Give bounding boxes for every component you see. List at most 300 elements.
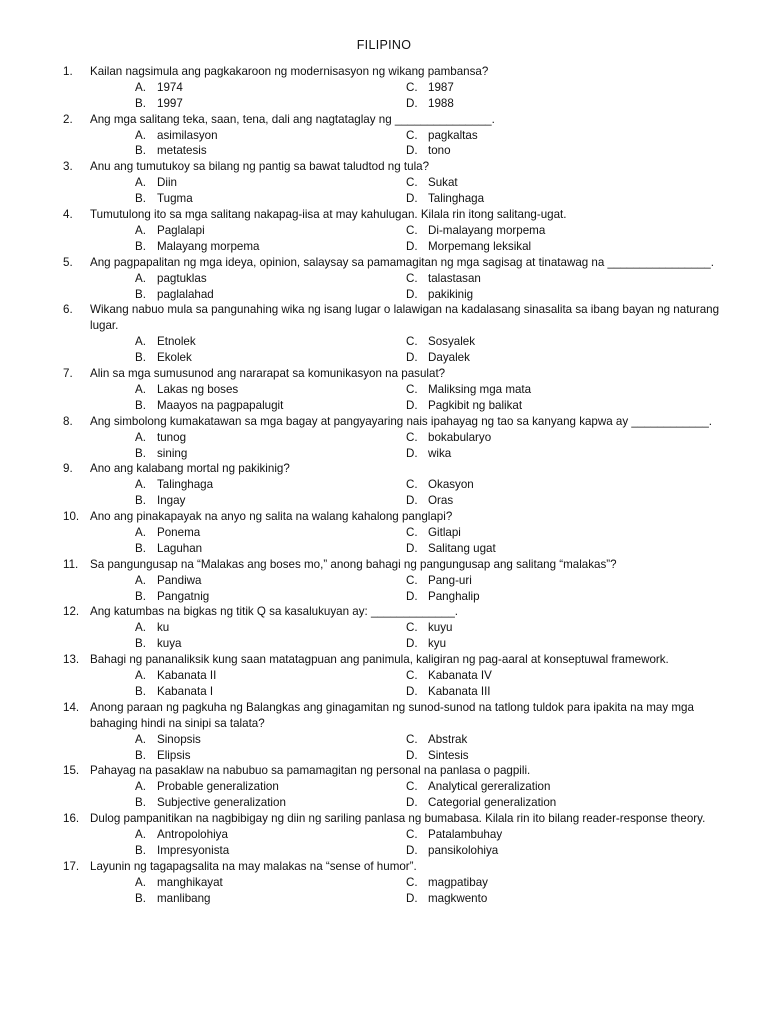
options-block <box>135 223 723 255</box>
option-text: Abstrak <box>428 732 468 746</box>
question-item <box>63 207 723 255</box>
question-item <box>63 461 723 509</box>
option-text: magpatibay <box>428 875 488 889</box>
question-list <box>63 64 723 907</box>
option-text: tono <box>428 144 451 158</box>
options-block <box>135 827 723 859</box>
answer-option <box>135 748 406 764</box>
option-text: Di-malayang morpema <box>428 223 546 237</box>
options-row <box>135 493 723 509</box>
answer-option <box>135 795 406 811</box>
option-text: Sukat <box>428 176 458 190</box>
answer-option <box>135 96 406 112</box>
options-row <box>135 96 723 112</box>
answer-option <box>135 446 406 462</box>
option-letter: A. <box>135 669 146 683</box>
question-item <box>63 302 723 366</box>
option-text: Kabanata III <box>428 684 491 698</box>
option-text: wika <box>428 446 452 460</box>
answer-option <box>135 350 406 366</box>
answer-option <box>135 175 406 191</box>
option-letter: A. <box>135 732 146 746</box>
option-letter: B. <box>135 843 146 857</box>
option-letter: C. <box>406 80 418 94</box>
answer-option <box>135 891 406 907</box>
answer-option <box>135 143 406 159</box>
option-text: 1974 <box>157 80 183 94</box>
option-text: Okasyon <box>428 478 474 492</box>
option-letter: A. <box>135 335 146 349</box>
option-text: 1988 <box>428 96 454 110</box>
option-letter: C. <box>406 828 418 842</box>
option-text: Pagkibit ng balikat <box>428 398 523 412</box>
question-item <box>63 255 723 303</box>
question-item <box>63 763 723 811</box>
options-row <box>135 541 723 557</box>
option-text: Patalambuhay <box>428 828 503 842</box>
option-text: Kabanata I <box>157 684 214 698</box>
question-line <box>63 159 723 175</box>
question-line <box>63 64 723 80</box>
question-text: Anong paraan ng pagkuha ng Balangkas ang ginagamitan ng sunod-sunod na tatlong tuldok para ipakita na may mga bahaging hindi na sinipi sa talata? <box>90 700 694 730</box>
option-letter: A. <box>135 382 146 396</box>
question-line <box>63 255 723 271</box>
answer-option <box>406 398 677 414</box>
question-number: 1. <box>63 65 73 78</box>
question-number: 11. <box>63 557 79 571</box>
question-line <box>63 652 723 668</box>
options-block <box>135 430 723 462</box>
answer-option <box>135 191 406 207</box>
option-letter: D. <box>406 637 418 651</box>
options-row <box>135 382 723 398</box>
question-line <box>63 366 723 382</box>
option-letter: A. <box>135 223 146 237</box>
question-number: 14. <box>63 700 80 714</box>
options-row <box>135 143 723 159</box>
question-text: Ang mga salitang teka, saan, tena, dali ang nagtataglay ng _______________. <box>90 112 495 126</box>
options-row <box>135 223 723 239</box>
option-letter: C. <box>406 669 418 683</box>
answer-option <box>406 350 677 366</box>
options-row <box>135 827 723 843</box>
option-letter: C. <box>406 526 418 539</box>
answer-option <box>406 287 677 303</box>
option-letter: D. <box>406 748 418 762</box>
options-row <box>135 128 723 144</box>
question-item <box>63 811 723 859</box>
option-letter: B. <box>135 351 146 365</box>
question-text: Ang katumbas na bigkas ng titik Q sa kasalukuyan ay: _____________. <box>90 605 459 619</box>
option-letter: D. <box>406 796 418 810</box>
option-letter: A. <box>135 176 146 190</box>
answer-option <box>406 620 677 636</box>
option-letter: A. <box>135 478 146 492</box>
answer-option <box>135 493 406 509</box>
answer-option <box>135 779 406 795</box>
option-letter: B. <box>135 239 146 253</box>
page-title: FILIPINO <box>356 38 412 52</box>
option-letter: C. <box>406 430 418 444</box>
options-row <box>135 732 723 748</box>
question-number: 7. <box>63 367 73 381</box>
question-item <box>63 557 723 605</box>
option-letter: B. <box>135 96 146 110</box>
option-text: Ingay <box>157 494 186 508</box>
option-letter: A. <box>135 875 146 889</box>
option-text: Salitang ugat <box>428 541 496 555</box>
option-text: metatesis <box>157 144 207 158</box>
answer-option <box>135 875 406 891</box>
option-text: Elipsis <box>157 748 191 762</box>
answer-option <box>135 334 406 350</box>
question-line <box>63 557 723 573</box>
option-text: talastasan <box>428 271 481 285</box>
option-letter: C. <box>406 223 418 237</box>
answer-option <box>135 398 406 414</box>
option-text: pakikinig <box>428 287 474 301</box>
answer-option <box>406 128 677 144</box>
answer-option <box>406 223 677 239</box>
answer-option <box>406 430 677 446</box>
option-text: Categorial generalization <box>428 796 557 810</box>
option-letter: D. <box>406 684 418 698</box>
option-letter: A. <box>135 621 146 635</box>
option-letter: B. <box>135 192 146 206</box>
options-row <box>135 287 723 303</box>
answer-option <box>135 239 406 255</box>
answer-option <box>135 80 406 96</box>
answer-option <box>406 446 677 462</box>
option-letter: D. <box>406 541 418 555</box>
option-text: kuyu <box>428 621 453 635</box>
answer-option <box>135 573 406 589</box>
options-row <box>135 430 723 446</box>
option-letter: B. <box>135 891 146 905</box>
question-line <box>63 859 723 875</box>
answer-option <box>135 636 406 652</box>
question-text: Ang pagpapalitan ng mga ideya, opinion, salaysay sa pamamagitan ng mga sagisag at tinatawag na ________________. <box>90 255 714 269</box>
question-line <box>63 509 723 525</box>
options-block <box>135 128 723 160</box>
option-text: Sinopsis <box>157 732 201 746</box>
option-text: Talinghaga <box>428 192 485 206</box>
question-line <box>63 700 723 732</box>
options-block <box>135 382 723 414</box>
option-text: pagkaltas <box>428 128 478 142</box>
options-row <box>135 636 723 652</box>
options-block <box>135 525 723 557</box>
question-text: Anu ang tumutukoy sa bilang ng pantig sa bawat taludtod ng tula? <box>90 160 430 174</box>
options-row <box>135 175 723 191</box>
answer-option <box>406 827 677 843</box>
answer-option <box>135 827 406 843</box>
option-letter: B. <box>135 446 146 460</box>
answer-option <box>135 668 406 684</box>
answer-option <box>406 271 677 287</box>
option-letter: D. <box>406 494 418 508</box>
option-text: Analytical gereralization <box>428 780 551 794</box>
answer-option <box>406 875 677 891</box>
question-number: 15. <box>63 764 80 778</box>
option-text: Probable generalization <box>157 780 279 794</box>
option-text: kyu <box>428 637 447 651</box>
option-text: Impresyonista <box>157 843 230 857</box>
question-text: Ano ang kalabang mortal ng pakikinig? <box>90 462 290 476</box>
option-letter: A. <box>135 573 146 587</box>
answer-option <box>135 223 406 239</box>
answer-option <box>406 891 677 907</box>
answer-option <box>406 334 677 350</box>
option-letter: C. <box>406 271 418 285</box>
question-number: 16. <box>63 812 80 826</box>
option-text: Oras <box>428 494 454 508</box>
option-letter: D. <box>406 192 418 206</box>
option-letter: B. <box>135 748 146 762</box>
option-letter: B. <box>135 287 146 301</box>
option-text: Sosyalek <box>428 335 476 349</box>
question-text: Ang simbolong kumakatawan sa mga bagay at pangyayaring nais ipahayag ng tao sa kanyang kapwa ay ____________. <box>90 414 712 428</box>
option-letter: C. <box>406 176 418 190</box>
question-number: 6. <box>63 303 73 317</box>
question-text: Pahayag na pasaklaw na nabubuo sa pamamagitan ng personal na panlasa o pagpili. <box>90 764 531 778</box>
option-text: paglalahad <box>157 287 214 301</box>
option-letter: A. <box>135 80 146 94</box>
question-line <box>63 461 723 477</box>
option-text: manlibang <box>157 891 211 905</box>
option-text: manghikayat <box>157 875 223 889</box>
options-row <box>135 620 723 636</box>
option-text: Tugma <box>157 192 193 206</box>
question-item <box>63 64 723 112</box>
options-row <box>135 80 723 96</box>
option-text: Dayalek <box>428 351 470 365</box>
question-text: Layunin ng tagapagsalita na may malakas na “sense of humor”. <box>90 859 417 873</box>
answer-option <box>135 843 406 859</box>
answer-option <box>135 287 406 303</box>
option-letter: B. <box>135 589 146 603</box>
option-letter: D. <box>406 144 418 158</box>
option-text: Panghalip <box>428 589 480 603</box>
option-text: Maliksing mga mata <box>428 382 532 396</box>
answer-option <box>406 382 677 398</box>
answer-option <box>135 684 406 700</box>
answer-option <box>406 191 677 207</box>
option-letter: B. <box>135 398 146 412</box>
question-text: Alin sa mga sumusunod ang nararapat sa komunikasyon na pasulat? <box>90 367 446 381</box>
options-block <box>135 668 723 700</box>
options-block <box>135 779 723 811</box>
option-text: tunog <box>157 430 187 444</box>
option-letter: D. <box>406 96 418 110</box>
options-row <box>135 334 723 350</box>
question-text: Dulog pampanitikan na nagbibigay ng diin ng sariling panlasa ng bumabasa. Kilala rin ito bilang reader-response theory. <box>90 812 706 826</box>
question-item <box>63 509 723 557</box>
question-text: Bahagi ng pananaliksik kung saan matatagpuan ang panimula, kaligiran ng pag-aaral at konseptuwal framework. <box>90 653 669 667</box>
option-letter: D. <box>406 351 418 365</box>
options-row <box>135 779 723 795</box>
options-block <box>135 80 723 112</box>
option-letter: B. <box>135 541 146 555</box>
question-line <box>63 763 723 779</box>
question-number: 9. <box>63 462 73 476</box>
answer-option <box>406 525 677 541</box>
option-letter: B. <box>135 637 146 651</box>
options-row <box>135 875 723 891</box>
question-item <box>63 604 723 652</box>
option-letter: C. <box>406 732 418 746</box>
options-row <box>135 891 723 907</box>
question-line <box>63 604 723 620</box>
option-letter: C. <box>406 780 418 794</box>
option-text: Gitlapi <box>428 526 461 539</box>
options-block <box>135 334 723 366</box>
question-number: 5. <box>63 255 73 269</box>
answer-option <box>406 477 677 493</box>
answer-option <box>406 541 677 557</box>
option-text: asimilasyon <box>157 128 218 142</box>
question-line <box>63 414 723 430</box>
options-row <box>135 748 723 764</box>
options-row <box>135 573 723 589</box>
question-line <box>63 207 723 223</box>
options-row <box>135 843 723 859</box>
question-line <box>63 811 723 827</box>
options-block <box>135 271 723 303</box>
option-letter: C. <box>406 382 418 396</box>
options-row <box>135 795 723 811</box>
question-item <box>63 700 723 764</box>
answer-option <box>135 589 406 605</box>
option-text: pagtuklas <box>157 271 207 285</box>
option-text: Kabanata II <box>157 669 217 683</box>
answer-option <box>406 493 677 509</box>
option-text: Pang-uri <box>428 573 472 587</box>
question-text: Kailan nagsimula ang pagkakaroon ng modernisasyon ng wikang pambansa? <box>90 65 489 78</box>
options-row <box>135 668 723 684</box>
question-item <box>63 112 723 160</box>
options-row <box>135 446 723 462</box>
answer-option <box>135 271 406 287</box>
question-line <box>63 302 723 334</box>
option-letter: A. <box>135 526 146 539</box>
option-letter: B. <box>135 144 146 158</box>
question-number: 17. <box>63 859 80 873</box>
question-number: 3. <box>63 160 73 174</box>
option-letter: C. <box>406 335 418 349</box>
option-letter: B. <box>135 796 146 810</box>
options-row <box>135 271 723 287</box>
option-text: Pangatnig <box>157 589 210 603</box>
option-text: 1997 <box>157 96 183 110</box>
answer-option <box>135 477 406 493</box>
question-text: Ano ang pinakapayak na anyo ng salita na walang kahalong panglapi? <box>90 510 453 524</box>
options-block <box>135 875 723 907</box>
answer-option <box>406 748 677 764</box>
option-text: Lakas ng boses <box>157 382 239 396</box>
options-block <box>135 620 723 652</box>
question-number: 12. <box>63 605 80 619</box>
option-letter: C. <box>406 128 418 142</box>
answer-option <box>406 589 677 605</box>
option-letter: D. <box>406 398 418 412</box>
answer-option <box>406 668 677 684</box>
option-text: Ekolek <box>157 351 192 365</box>
answer-option <box>135 620 406 636</box>
option-text: magkwento <box>428 891 488 905</box>
answer-option <box>135 128 406 144</box>
option-text: Laguhan <box>157 541 203 555</box>
option-letter: D. <box>406 589 418 603</box>
option-text: 1987 <box>428 80 454 94</box>
option-letter: D. <box>406 446 418 460</box>
option-text: ku <box>157 621 170 635</box>
option-letter: D. <box>406 843 418 857</box>
question-number: 10. <box>63 510 80 524</box>
question-number: 4. <box>63 208 73 222</box>
option-letter: C. <box>406 573 418 587</box>
options-row <box>135 239 723 255</box>
option-letter: A. <box>135 780 146 794</box>
question-item <box>63 366 723 414</box>
question-item <box>63 159 723 207</box>
answer-option <box>406 80 677 96</box>
option-letter: B. <box>135 494 146 508</box>
option-text: Kabanata IV <box>428 669 492 683</box>
option-text: pansikolohiya <box>428 843 499 857</box>
answer-option <box>406 175 677 191</box>
option-text: Morpemang leksikal <box>428 239 532 253</box>
option-letter: C. <box>406 478 418 492</box>
option-letter: A. <box>135 430 146 444</box>
question-item <box>63 859 723 907</box>
option-letter: A. <box>135 828 146 842</box>
options-row <box>135 525 723 541</box>
option-text: Subjective generalization <box>157 796 286 810</box>
options-block <box>135 573 723 605</box>
answer-option <box>406 732 677 748</box>
option-text: kuya <box>157 637 182 651</box>
option-text: Malayang morpema <box>157 239 260 253</box>
answer-option <box>406 573 677 589</box>
question-text: Sa pangungusap na “Malakas ang boses mo,” anong bahagi ng pangungusap ang salitang “malakas”? <box>90 557 617 571</box>
option-text: Maayos na pagpapalugit <box>157 398 284 412</box>
options-block <box>135 477 723 509</box>
question-item <box>63 414 723 462</box>
answer-option <box>135 430 406 446</box>
option-letter: A. <box>135 271 146 285</box>
options-row <box>135 589 723 605</box>
option-text: Ponema <box>157 526 201 539</box>
option-text: sining <box>157 446 188 460</box>
options-row <box>135 191 723 207</box>
option-letter: C. <box>406 621 418 635</box>
option-text: Sintesis <box>428 748 469 762</box>
answer-option <box>406 684 677 700</box>
answer-option <box>135 382 406 398</box>
question-number: 2. <box>63 112 73 126</box>
answer-option <box>406 239 677 255</box>
options-row <box>135 398 723 414</box>
options-block <box>135 732 723 764</box>
answer-option <box>406 779 677 795</box>
options-row <box>135 684 723 700</box>
option-text: Talinghaga <box>157 478 214 492</box>
question-text: Tumutulong ito sa mga salitang nakapag-iisa at may kahulugan. Kilala rin itong salitang-ugat. <box>90 208 567 222</box>
option-text: bokabularyo <box>428 430 492 444</box>
options-row <box>135 350 723 366</box>
question-text: Wikang nabuo mula sa pangunahing wika ng isang lugar o lalawigan na kadalasang sinasalita sa ibang bayan ng naturang lugar. <box>90 303 720 333</box>
